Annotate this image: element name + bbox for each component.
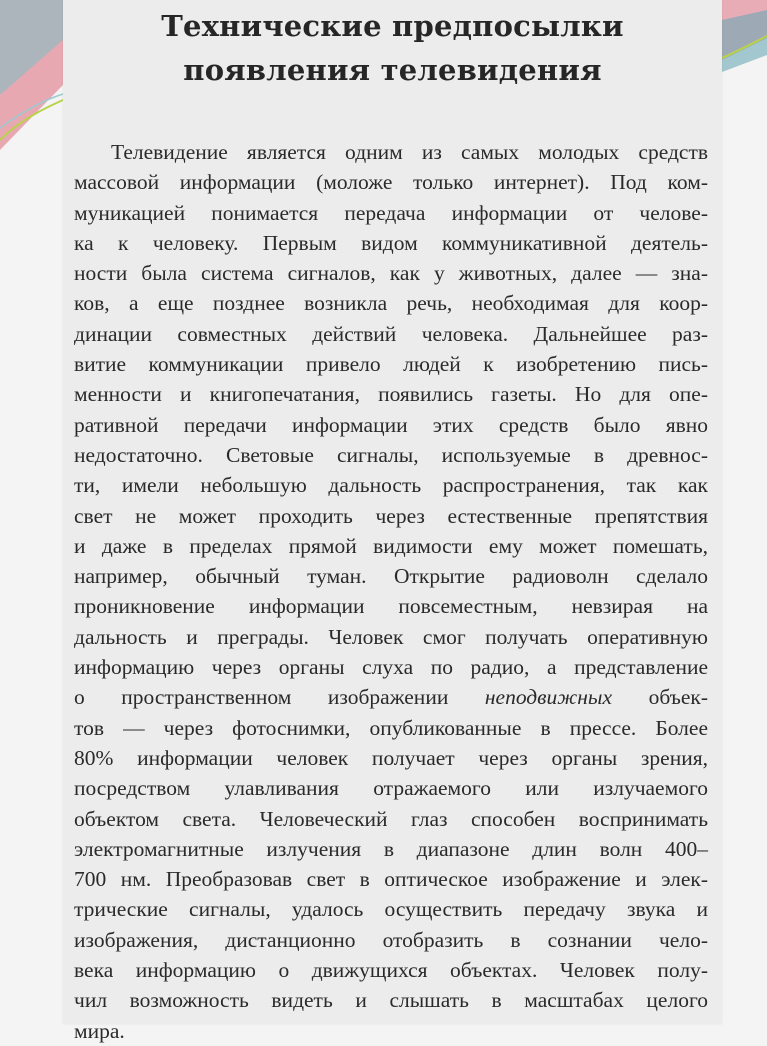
left-pink-ribbon	[0, 0, 63, 150]
text-line: ративной передачи информации этих средств было явно	[74, 412, 708, 437]
text-line: ка к человеку. Первым видом коммуникативной деятель-	[74, 230, 708, 255]
text-line: муникацией понимается передача информации от челове-	[74, 200, 708, 225]
text-line: витие коммуникации привело людей к изобретению пись-	[74, 352, 708, 377]
text-line	[74, 682, 708, 712]
text-line: электромагнитные излучения в диапазоне длин волн 400–	[74, 836, 708, 861]
text-segment: объек-	[612, 685, 708, 710]
text-line: Телевидение является одним из самых молодых средств	[111, 140, 708, 164]
title-line: Технические предпосылки	[161, 9, 624, 43]
right-swoosh-line	[722, 36, 767, 58]
text-line: массовой информации (моложе только интернет). Под ком-	[74, 170, 708, 195]
left-swoosh-line-2	[0, 94, 63, 128]
text-line: посредством улавливания отражаемого или излучаемого	[74, 776, 708, 801]
book-page	[63, 0, 722, 1043]
text-line: объектом света. Человеческий глаз способен воспринимать	[74, 806, 708, 831]
emphasized-word: неподвижных	[484, 685, 613, 710]
text-line: изображения, дистанционно отобразить в сознании чело-	[74, 927, 708, 952]
right-pink-ribbon	[722, 0, 767, 60]
text-line: динации совместных действий человека. Дальнейшее раз-	[74, 321, 708, 346]
text-segment: о пространственном изображении	[74, 685, 485, 710]
text-line: дальность и преграды. Человек смог получать оперативную	[74, 624, 708, 649]
text-line: менности и книгопечатания, появились газеты. Но для опе-	[74, 382, 708, 407]
left-swoosh-line	[0, 100, 63, 140]
right-teal-ribbon	[722, 10, 767, 72]
left-teal-ribbon	[0, 0, 63, 95]
text-line: трические сигналы, удалось осуществить передачу звука и	[74, 897, 708, 922]
text-line: тов — через фотоснимки, опубликованные в прессе. Более	[74, 715, 708, 740]
text-line: 700 нм. Преобразовав свет в оптическое изображение и элек-	[74, 867, 708, 892]
text-line: ков, а еще позднее возникла речь, необходимая для коор-	[74, 291, 708, 316]
text-line: ности была система сигналов, как у животных, далее — зна-	[74, 261, 708, 286]
text-line: недостаточно. Световые сигналы, используемые в древнос-	[74, 442, 708, 467]
page-title	[63, 4, 722, 92]
text-line: чил возможность видеть и слышать в масштабах целого	[74, 988, 708, 1013]
text-line: проникновение информации повсеместным, невзирая на	[74, 594, 708, 619]
text-line: свет не может проходить через естественные препятствия	[74, 503, 708, 528]
body-paragraph	[74, 137, 708, 1046]
text-line: и даже в пределах прямой видимости ему может помешать,	[74, 533, 708, 558]
text-line: 80% информации человек получает через органы зрения,	[74, 745, 708, 770]
title-line: появления телевидения	[183, 53, 602, 87]
text-line: информацию через органы слуха по радио, а представление	[74, 655, 708, 680]
text-line: например, обычный туман. Открытие радиоволн сделало	[74, 564, 708, 589]
text-line: ти, имели небольшую дальность распространения, так как	[74, 473, 708, 498]
text-line: мира.	[74, 1018, 125, 1043]
text-line: века информацию о движущихся объектах. Человек полу-	[74, 958, 708, 983]
